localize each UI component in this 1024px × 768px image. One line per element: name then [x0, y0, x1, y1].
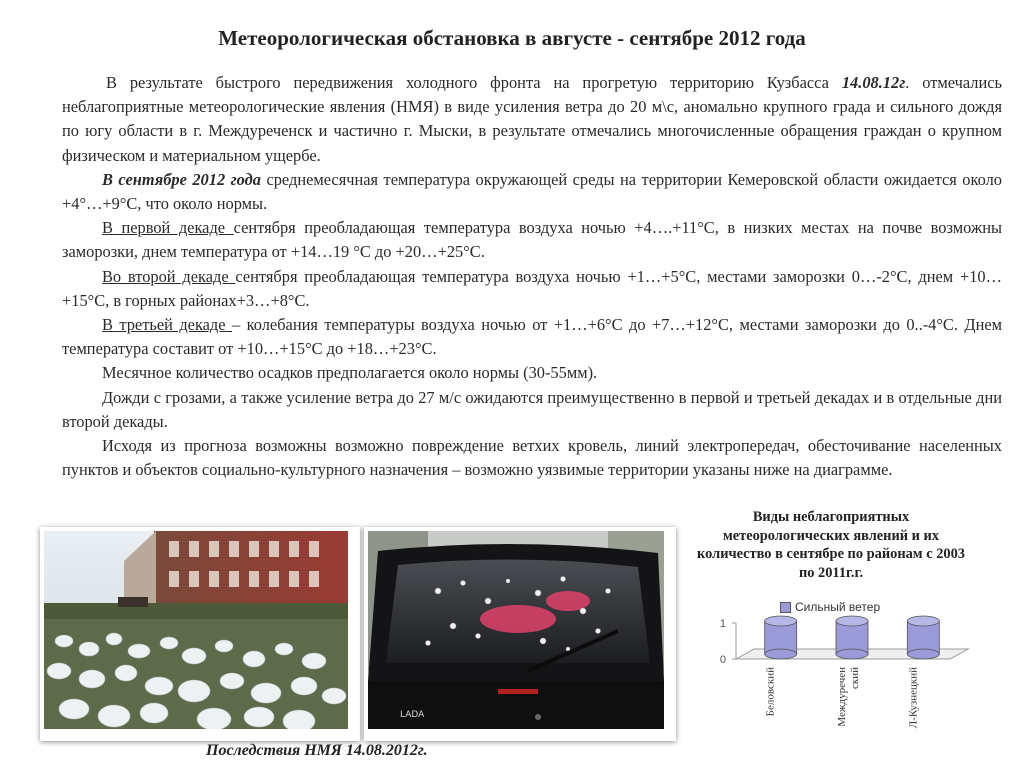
paragraph-lead: В сентябре 2012 года	[102, 169, 261, 189]
chart-title: Виды неблагоприятных метеорологических явлений и их количество в сентябре по районам с 2003 по 2011г.г.	[697, 509, 965, 581]
paragraph-lead: В третьей декаде	[102, 315, 232, 335]
paragraph-text: среднемесячная температура окружающей среды на территории Кемеровской области ожидается около +4°…+9°С, что около нормы.	[62, 169, 1002, 214]
bar-cylinder-top	[907, 616, 939, 626]
bar-cylinder-base	[907, 649, 939, 659]
x-tick-label: ский	[849, 667, 861, 689]
paragraph-august-event	[62, 71, 1002, 168]
paragraph-text: сентября преобладающая температура воздуха ночью +1…+5°С, местами заморозки 0…-2°С, днем +10…+15°С, в горных районах+3…+8°С.	[62, 266, 1002, 310]
x-tick-label: Беловский	[764, 667, 777, 717]
chart-legend	[780, 600, 880, 614]
paragraph-second-decade	[62, 265, 1002, 313]
damaged-car-photo	[364, 527, 676, 741]
paragraph-first-decade	[62, 216, 1002, 264]
paragraph-text: . отмечались неблагоприятные метеорологические явления (НМЯ) в виде усиления ветра до 20 м\с, аномально крупного града и сильного дождя по югу области в г. Междуреченск и частично г. Мыски, в результате отмечались многочисленные обращения граждан о крупном физическом и материальном ущербе.	[62, 73, 1002, 165]
car-model-label: LADA	[400, 710, 425, 720]
paragraph-risks: Исходя из прогноза возможны возможно повреждение ветхих кровель, линий электропередач, обесточивание населенных пунктов и объектов социально-культурного назначения – возможно уязвимые территории указаны ниже на диаграмме.	[62, 436, 1002, 480]
paragraph-september-overview	[62, 168, 1002, 216]
paragraph-text: сентября преобладающая температура воздуха ночью +4….+11°С, в низких местах на почве возможны заморозки, днем температура от +14…19 °С до +20…+25°С.	[62, 218, 1002, 262]
photos-caption: Последствия НМЯ 14.08.2012г.	[206, 742, 428, 759]
paragraph-text: В результате быстрого передвижения холодного фронта на прогретую территорию Кузбасса	[106, 73, 842, 92]
hail-street-photo	[40, 527, 360, 741]
damaged-car-image	[368, 531, 664, 729]
bar-cylinder-top	[765, 616, 797, 626]
paragraph-lead: В первой декаде	[102, 218, 234, 238]
event-date: 14.08.12г	[841, 73, 906, 92]
legend-label: Сильный ветер	[795, 600, 881, 614]
paragraph-lead: Во второй декаде	[102, 266, 236, 286]
forecast-text	[62, 71, 1002, 482]
paragraph-text: – колебания температуры воздуха ночью от +1…+6°С до +7…+12°С, местами заморозки до 0..-4°С. Днем температура составит от +10…+15°С до +18…+23°С.	[62, 315, 1003, 359]
bar-cylinder-top	[836, 616, 868, 626]
chart-area	[700, 615, 1000, 765]
paragraph-third-decade	[62, 313, 1002, 361]
bar-cylinder-base	[836, 649, 868, 659]
bar-cylinder-base	[765, 649, 797, 659]
page-title: Метеорологическая обстановка в августе - сентябре 2012 года	[218, 26, 806, 50]
paragraph-precipitation: Месячное количество осадков предполагается около нормы (30-55мм).	[102, 363, 598, 383]
x-tick-label: Междуречен	[836, 667, 848, 727]
hail-street-image	[44, 531, 348, 729]
paragraph-storms: Дожди с грозами, а также усиление ветра до 27 м/с ожидаются преимущественно в первой и третьей декадах и в отдельные дни второй декады.	[62, 387, 1002, 431]
legend-swatch	[780, 602, 791, 613]
y-tick-label: 1	[719, 618, 726, 630]
y-tick-label: 0	[719, 654, 726, 666]
x-tick-label: Л-Кузнецкий	[907, 667, 920, 729]
